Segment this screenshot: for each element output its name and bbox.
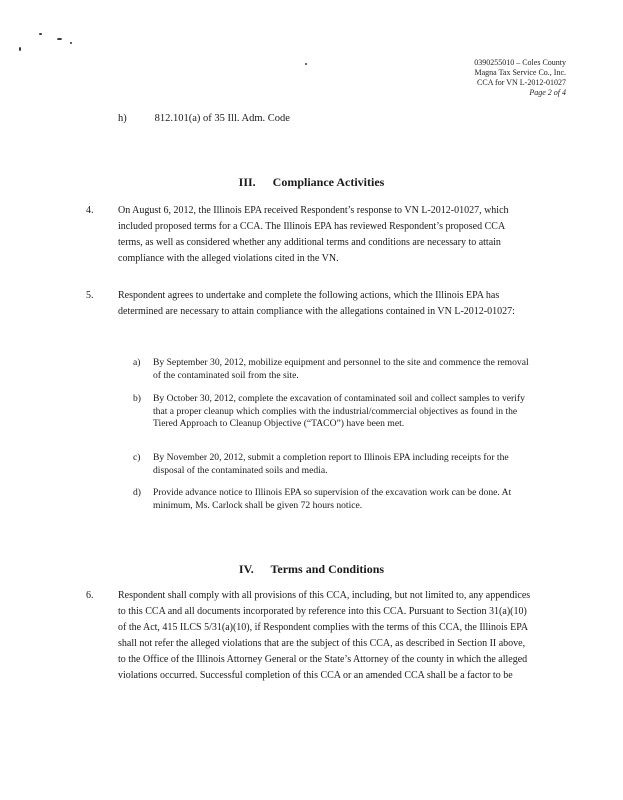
- action-item-c: [133, 452, 533, 477]
- action-label: a): [133, 357, 141, 368]
- paragraph-number: 6.: [86, 590, 94, 601]
- section-title: Compliance Activities: [272, 175, 385, 189]
- scan-speck: [57, 38, 62, 40]
- action-label: c): [133, 452, 141, 463]
- section-heading-compliance: [0, 175, 623, 190]
- section-heading-terms: [0, 562, 623, 577]
- action-label: d): [133, 487, 141, 498]
- scan-speck: [19, 47, 21, 51]
- item-text: 812.101(a) of 35 Ill. Adm. Code: [154, 113, 290, 124]
- paragraph-6: [86, 588, 531, 684]
- action-item-d: [133, 487, 533, 512]
- action-item-b: [133, 393, 533, 431]
- paragraph-number: 5.: [86, 290, 94, 301]
- header-line: Magna Tax Service Co., Inc.: [474, 68, 566, 77]
- paragraph-text: Respondent shall comply with all provisions of this CCA, including, but not limited to, any appendices to this CCA and all documents incorporated by reference into this CCA. Pursuant to Section 31(a)(10) of the Act, 415 ILCS 5/31(a)(10), if Respondent complies with the terms of this CCA, the Illinois EPA shall not refer the alleged violations that are the subject of this CCA, as described in Section II above, to the Office of the Illinois Attorney General or the State’s Attorney of the county in which the alleged violations occurred. Successful completion of this CCA or an amended CCA shall be a factor to be: [118, 590, 531, 681]
- section-title: Terms and Conditions: [270, 562, 385, 576]
- action-text: By October 30, 2012, complete the excavation of contaminated soil and collect samples to verify that a proper cleanup which complies with the industrial/commercial objectives as found in the Tiered Approach to Cleanup Objective (“TACO”) have been met.: [153, 393, 525, 429]
- document-header: [416, 58, 566, 98]
- list-item-h: [118, 113, 290, 124]
- action-text: By November 20, 2012, submit a completion report to Illinois EPA including receipts for the disposal of the contaminated soils and media.: [153, 452, 509, 476]
- header-line: 0390255010 – Coles County: [474, 58, 566, 67]
- header-page-number: Page 2 of 4: [529, 88, 566, 97]
- action-text: By September 30, 2012, mobilize equipment and personnel to the site and commence the removal of the contaminated soil from the site.: [153, 357, 529, 381]
- paragraph-4: [86, 203, 531, 267]
- header-line: CCA for VN L-2012-01027: [477, 78, 566, 87]
- paragraph-text: On August 6, 2012, the Illinois EPA received Respondent’s response to VN L-2012-01027, which included proposed terms for a CCA. The Illinois EPA has reviewed Respondent’s proposed CCA terms, as well as considered whether any additional terms and conditions are necessary to attain compliance with the alleged violations cited in the VN.: [118, 205, 509, 264]
- section-number: III.: [238, 175, 256, 189]
- action-item-a: [133, 357, 533, 382]
- section-number: IV.: [238, 562, 254, 576]
- scan-speck: [305, 63, 307, 65]
- action-text: Provide advance notice to Illinois EPA so supervision of the excavation work can be done. At minimum, Ms. Carlock shall be given 72 hours notice.: [153, 487, 512, 511]
- paragraph-text: Respondent agrees to undertake and complete the following actions, which the Illinois EPA has determined are necessary to attain compliance with the allegations contained in VN L-2012-01027:: [118, 290, 515, 317]
- scan-speck: [70, 42, 72, 44]
- paragraph-5: [86, 288, 531, 320]
- action-label: b): [133, 393, 141, 404]
- scan-speck: [39, 33, 42, 35]
- item-label: h): [118, 113, 127, 124]
- paragraph-number: 4.: [86, 205, 94, 216]
